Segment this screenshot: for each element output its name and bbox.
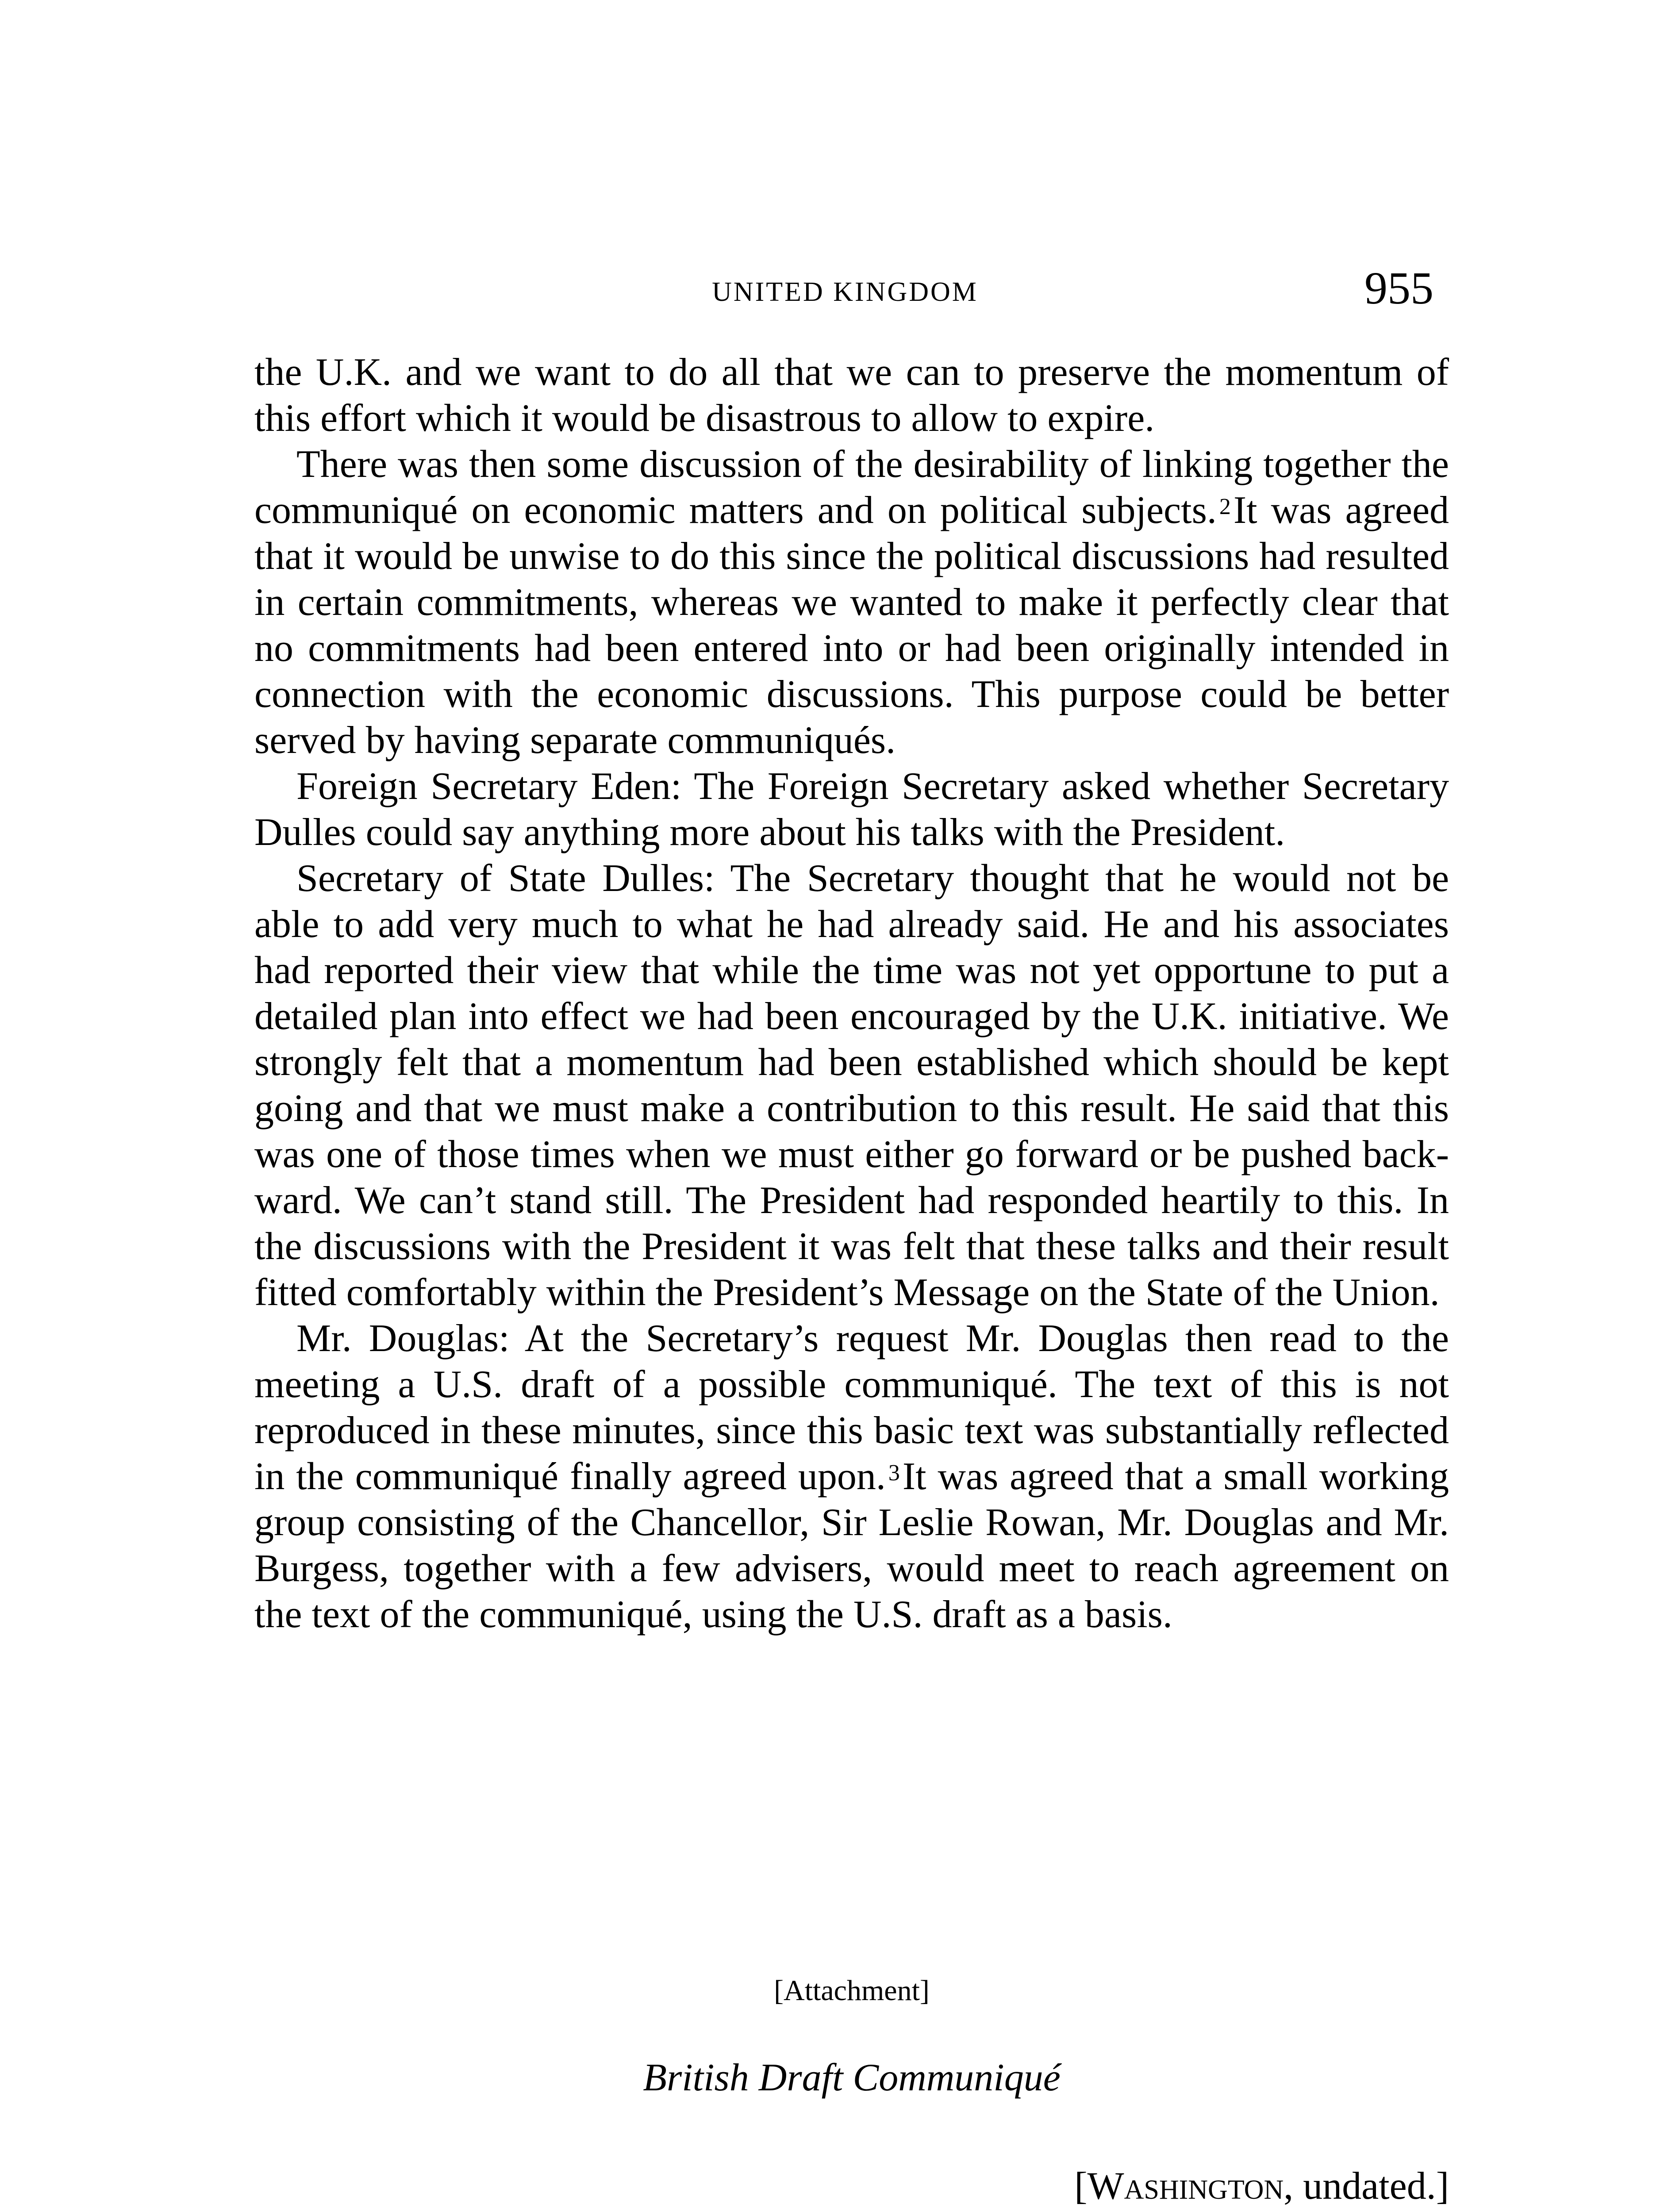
paragraph-text: There was then some discussion of the desirability of linking together the communiqué on economic matters and on political subjects.: [254, 443, 1449, 532]
footnote-reference-3: 3: [888, 1460, 900, 1486]
dateline-rest: , undated.]: [1284, 2165, 1449, 2208]
footnote-reference-2: 2: [1219, 494, 1231, 519]
paragraph-text: Mr. Douglas: At the Secretary’s request Mr. Douglas then read to the meeting a U.S. draft of a possible communiqué. The text of this is not reproduced in these minutes, since this basic text was substantially reflected in the communiqué finally agreed upon.: [254, 1317, 1449, 1498]
dateline: [254, 2163, 1449, 2209]
paragraph-douglas: [254, 1316, 1449, 1638]
paragraph-eden: Foreign Secretary Eden: The Foreign Secretary asked whether Secretary Dulles could say anything more about his talks with the President.: [254, 765, 1449, 854]
dateline-open: [: [1074, 2165, 1088, 2208]
running-header-title: UNITED KINGDOM: [712, 277, 978, 307]
paragraph-communique-discussion: [254, 442, 1449, 764]
body-text: [254, 349, 1449, 1638]
paragraph-text: It was agreed that a small working group consisting of the Chancellor, Sir Leslie Rowan, Mr. Douglas and Mr. Burgess, together with a few advisers, would meet to reach agreement on the text of the communiqué, using the U.S. draft as a basis.: [254, 1455, 1449, 1636]
attachment-label: [Attachment]: [774, 1974, 930, 2007]
page-number: 955: [1364, 263, 1434, 314]
paragraph-continuation: the U.K. and we want to do all that we can to preserve the momentum of this effort which it would be disastrous to allow to expire.: [254, 351, 1449, 440]
attachment-title: British Draft Communiqué: [643, 2056, 1061, 2099]
dateline-place: Washington: [1087, 2165, 1284, 2208]
paragraph-text: It was agreed that it would be unwise to do this since the political discussions had resulted in certain commitments, whereas we wanted to make it perfectly clear that no commitments had been entered into or had been originally intended in connection with the economic discussions. This purpose could be better served by having separate communiqués.: [254, 489, 1449, 762]
paragraph-dulles: Secretary of State Dulles: The Secretary thought that he would not be able to add very much to what he had already said. He and his associates had reported their view that while the time was not yet opportune to put a detailed plan into effect we had been encouraged by the U.K. initiative. We strongly felt that a momentum had been established which should be kept going and that we must make a contribution to this result. He said that this was one of those times when we must either go forward or be pushed backward. We can’t stand still. The President had responded heartily to this. In the discussions with the President it was felt that these talks and their result fitted comfortably within the President’s Message on the State of the Union.: [254, 857, 1449, 1314]
